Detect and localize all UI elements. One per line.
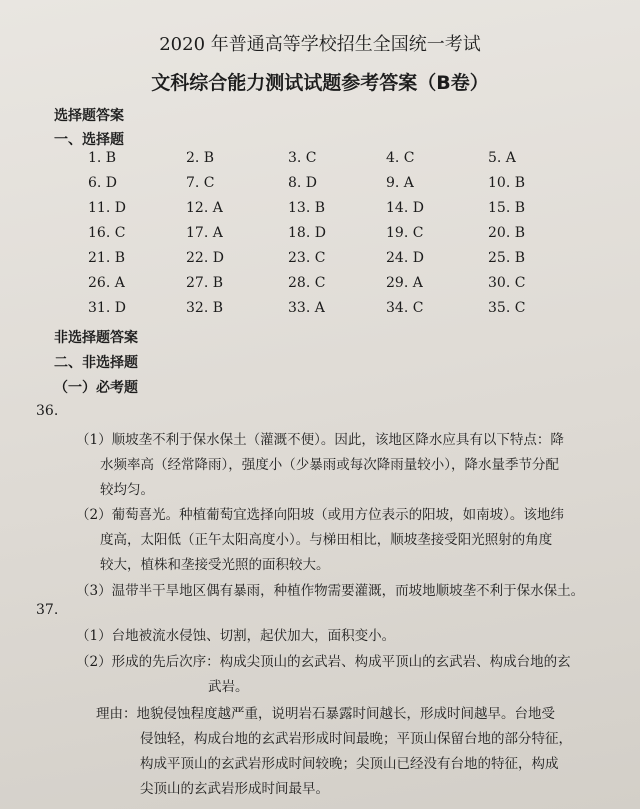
mc-answer: 10. B — [488, 175, 526, 191]
text-line: （2）葡萄喜光。种植葡萄宜选择向阳坡（或用方位表示的阳坡，如南坡）。该地纬 — [76, 507, 564, 523]
mc-answer: 2. B — [186, 150, 215, 166]
mc-answer: 6. D — [88, 175, 118, 191]
section1-heading: 选择题答案 — [54, 108, 124, 124]
mc-answer: 35. C — [488, 300, 526, 316]
text-line: 度高，太阳低（正午太阳高度小）。与梯田相比，顺坡垄接受阳光照射的角度 — [100, 532, 553, 548]
mc-answer: 14. D — [386, 200, 424, 216]
text-line: 侵蚀轻，构成台地的玄武岩形成时间最晚；平顶山保留台地的部分特征， — [140, 731, 572, 747]
q36-answer-2 — [76, 503, 564, 578]
mc-answer: 23. C — [288, 250, 326, 266]
section2-heading: 非选择题答案 — [54, 330, 138, 346]
section2-part: （一）必考题 — [54, 380, 138, 396]
q37-reason — [96, 702, 572, 802]
q36-answer-3: （3）温带半干旱地区偶有暴雨，种植作物需要灌溉，而坡地顺坡垄不利于保水保土。 — [76, 583, 585, 599]
text-line: （1）顺坡垄不利于保水保土（灌溉不便）。因此，该地区降水应具有以下特点：降 — [76, 432, 564, 448]
mc-answer: 16. C — [88, 225, 126, 241]
text-line: 水频率高（经常降雨），强度小（少暴雨或每次降雨量较小），降水量季节分配 — [100, 457, 559, 473]
text-line: 较均匀。 — [100, 482, 154, 498]
mc-answer: 21. B — [88, 250, 126, 266]
mc-answer: 12. A — [186, 200, 223, 216]
text-line: 较大，植株和垄接受光照的面积较大。 — [100, 557, 330, 573]
mc-answer: 25. B — [488, 250, 526, 266]
mc-answer: 15. B — [488, 200, 526, 216]
mc-answer: 31. D — [88, 300, 126, 316]
mc-answer: 4. C — [386, 150, 415, 166]
mc-answer: 3. C — [288, 150, 317, 166]
text-line: （2）形成的先后次序：构成尖顶山的玄武岩、构成平顶山的玄武岩、构成台地的玄 — [76, 654, 571, 670]
text-line: 构成平顶山的玄武岩形成时间较晚；尖顶山已经没有台地的特征，构成 — [140, 756, 559, 772]
mc-answer: 29. A — [386, 275, 423, 291]
mc-answer: 32. B — [186, 300, 224, 316]
section1-subheading: 一、选择题 — [54, 132, 124, 148]
mc-answer: 34. C — [386, 300, 424, 316]
q37-answer-1: （1）台地被流水侵蚀、切割，起伏加大，面积变小。 — [76, 628, 396, 644]
exam-title: 2020 年普通高等学校招生全国统一考试 — [159, 34, 481, 55]
mc-answer: 17. A — [186, 225, 223, 241]
mc-answer: 24. D — [386, 250, 424, 266]
mc-answer: 19. C — [386, 225, 424, 241]
mc-answer: 22. D — [186, 250, 224, 266]
q37-number: 37. — [36, 602, 59, 618]
text-line: 武岩。 — [208, 679, 249, 695]
mc-answer: 26. A — [88, 275, 125, 291]
mc-answer: 7. C — [186, 175, 215, 191]
mc-answer: 27. B — [186, 275, 224, 291]
mc-answer: 1. B — [88, 150, 117, 166]
q36-answer-1 — [76, 428, 564, 503]
section2-subheading: 二、非选择题 — [54, 355, 138, 371]
mc-answer: 13. B — [288, 200, 326, 216]
q37-answer-2 — [76, 650, 571, 700]
mc-answer: 33. A — [288, 300, 325, 316]
mc-answer: 20. B — [488, 225, 526, 241]
mc-answer: 11. D — [88, 200, 126, 216]
mc-answer: 18. D — [288, 225, 326, 241]
q36-number: 36. — [36, 403, 59, 419]
mc-answer: 9. A — [386, 175, 414, 191]
text-line: 尖顶山的玄武岩形成时间最早。 — [140, 781, 329, 797]
mc-answer: 28. C — [288, 275, 326, 291]
mc-answer: 30. C — [488, 275, 526, 291]
mc-answer: 5. A — [488, 150, 516, 166]
mc-answer: 8. D — [288, 175, 318, 191]
exam-subtitle: 文科综合能力测试试题参考答案（B卷） — [151, 72, 489, 94]
text-line: 理由：地貌侵蚀程度越严重，说明岩石暴露时间越长，形成时间越早。台地受 — [96, 706, 555, 722]
